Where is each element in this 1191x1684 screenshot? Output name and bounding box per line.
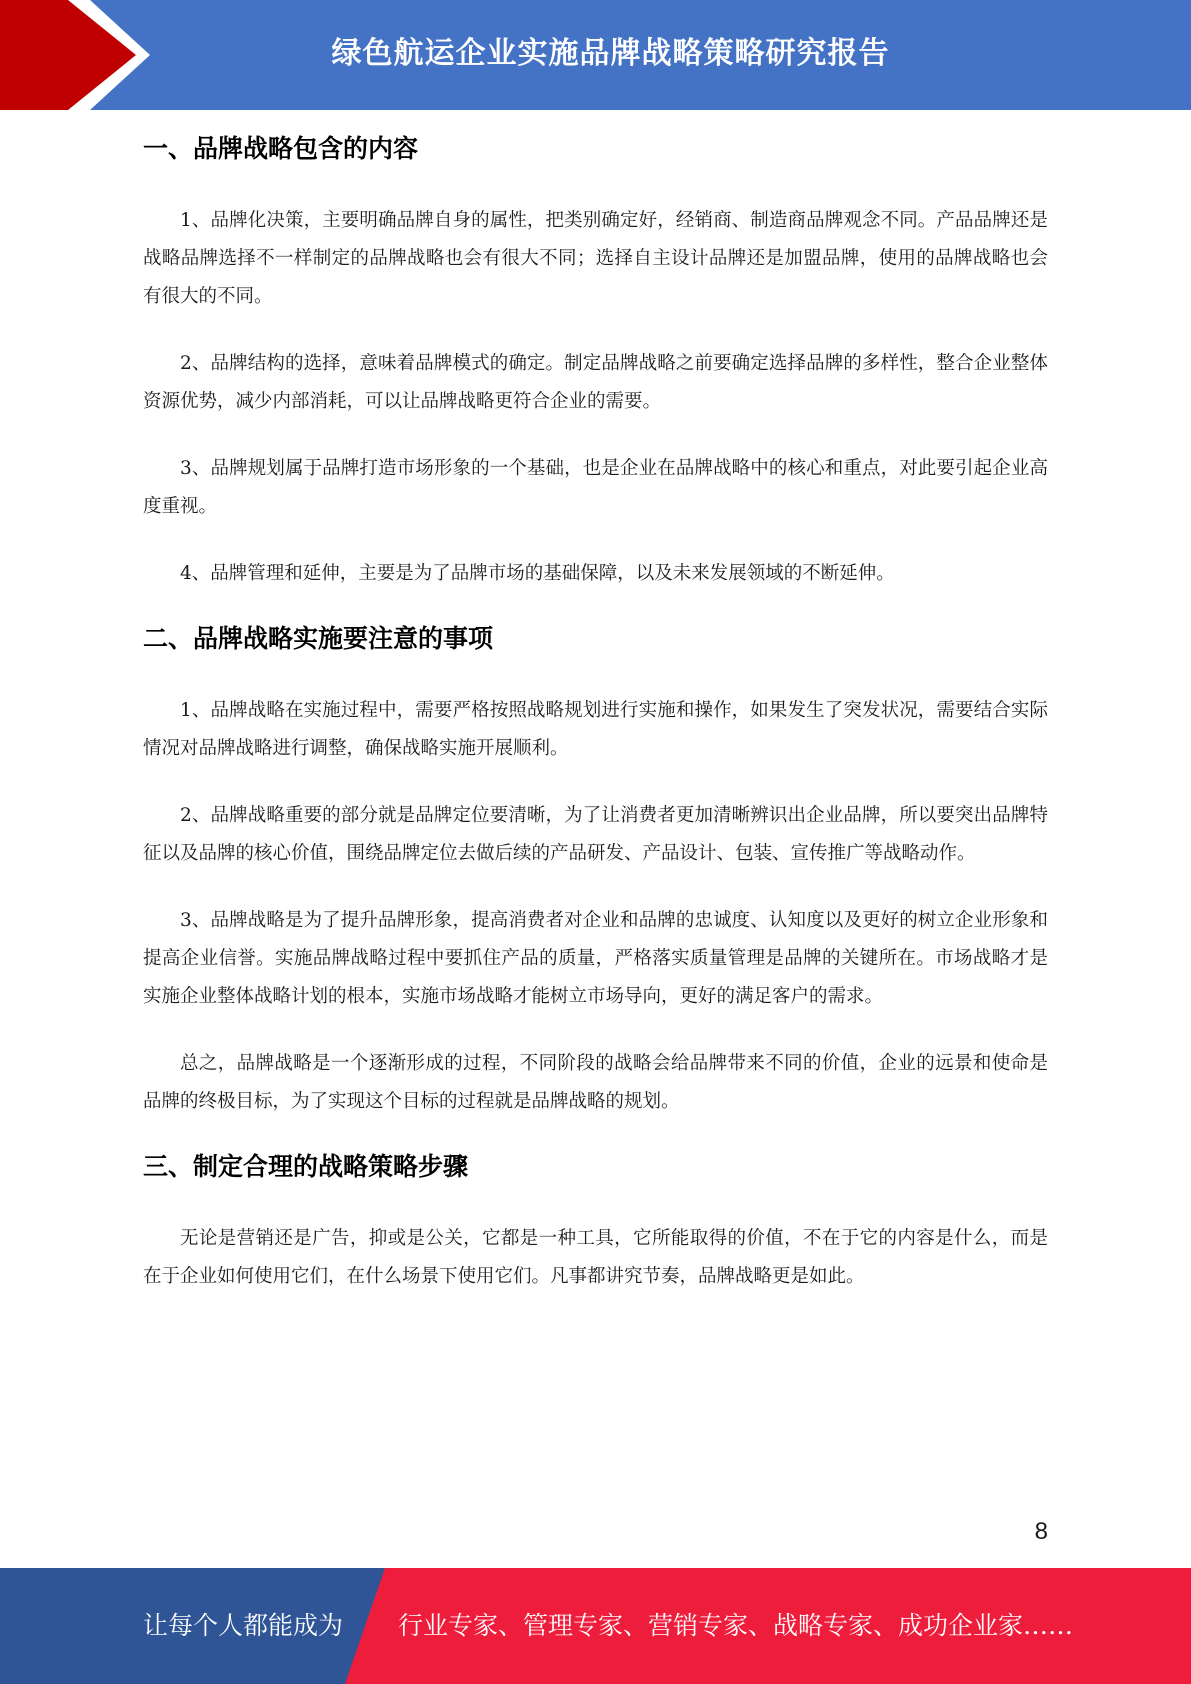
footer-slogan-right: 行业专家、管理专家、营销专家、战略专家、成功企业家……: [398, 1611, 1074, 1640]
footer-banner: [0, 1568, 1191, 1684]
section-heading-2: 二、品牌战略实施要注意的事项: [143, 624, 494, 653]
page-number: 8: [1034, 1518, 1048, 1545]
section-heading-3: 三、制定合理的战略策略步骤: [143, 1152, 469, 1181]
paragraph: 3、品牌规划属于品牌打造市场形象的一个基础，也是企业在品牌战略中的核心和重点，对此要引起企业高度重视。: [143, 458, 1048, 517]
paragraph: 3、品牌战略是为了提升品牌形象，提高消费者对企业和品牌的忠诚度、认知度以及更好的树立企业形象和提高企业信誉。实施品牌战略过程中要抓住产品的质量，严格落实质量管理是品牌的关键所在。市场战略才是实施企业整体战略计划的根本，实施市场战略才能树立市场导向，更好的满足客户的需求。: [143, 910, 1048, 1007]
paragraph: 无论是营销还是广告，抑或是公关，它都是一种工具，它所能取得的价值，不在于它的内容是什么，而是在于企业如何使用它们，在什么场景下使用它们。凡事都讲究节奏，品牌战略更是如此。: [143, 1228, 1048, 1287]
paragraph: 1、品牌战略在实施过程中，需要严格按照战略规划进行实施和操作，如果发生了突发状况，需要结合实际情况对品牌战略进行调整，确保战略实施开展顺利。: [143, 700, 1048, 759]
paragraph: 1、品牌化决策，主要明确品牌自身的属性，把类别确定好，经销商、制造商品牌观念不同。产品品牌还是战略品牌选择不一样制定的品牌战略也会有很大不同；选择自主设计品牌还是加盟品牌，使用的品牌战略也会有很大的不同。: [143, 210, 1048, 307]
main-content: [143, 118, 1048, 1325]
footer-slogan-left: 让每个人都能成为: [143, 1611, 344, 1640]
paragraph: 2、品牌战略重要的部分就是品牌定位要清晰，为了让消费者更加清晰辨识出企业品牌，所以要突出品牌特征以及品牌的核心价值，围绕品牌定位去做后续的产品研发、产品设计、包装、宣传推广等战略动作。: [143, 805, 1048, 864]
paragraph: 总之，品牌战略是一个逐渐形成的过程，不同阶段的战略会给品牌带来不同的价值，企业的远景和使命是品牌的终极目标，为了实现这个目标的过程就是品牌战略的规划。: [143, 1053, 1048, 1112]
paragraph: 2、品牌结构的选择，意味着品牌模式的确定。制定品牌战略之前要确定选择品牌的多样性，整合企业整体资源优势，减少内部消耗，可以让品牌战略更符合企业的需要。: [143, 353, 1048, 412]
section-heading-1: 一、品牌战略包含的内容: [143, 134, 419, 163]
paragraph: 4、品牌管理和延伸，主要是为了品牌市场的基础保障，以及未来发展领域的不断延伸。: [180, 563, 895, 584]
header-banner: [0, 0, 1191, 110]
page-title: 绿色航运企业实施品牌战略策略研究报告: [331, 36, 890, 71]
header-arrow-icon: [0, 0, 136, 110]
